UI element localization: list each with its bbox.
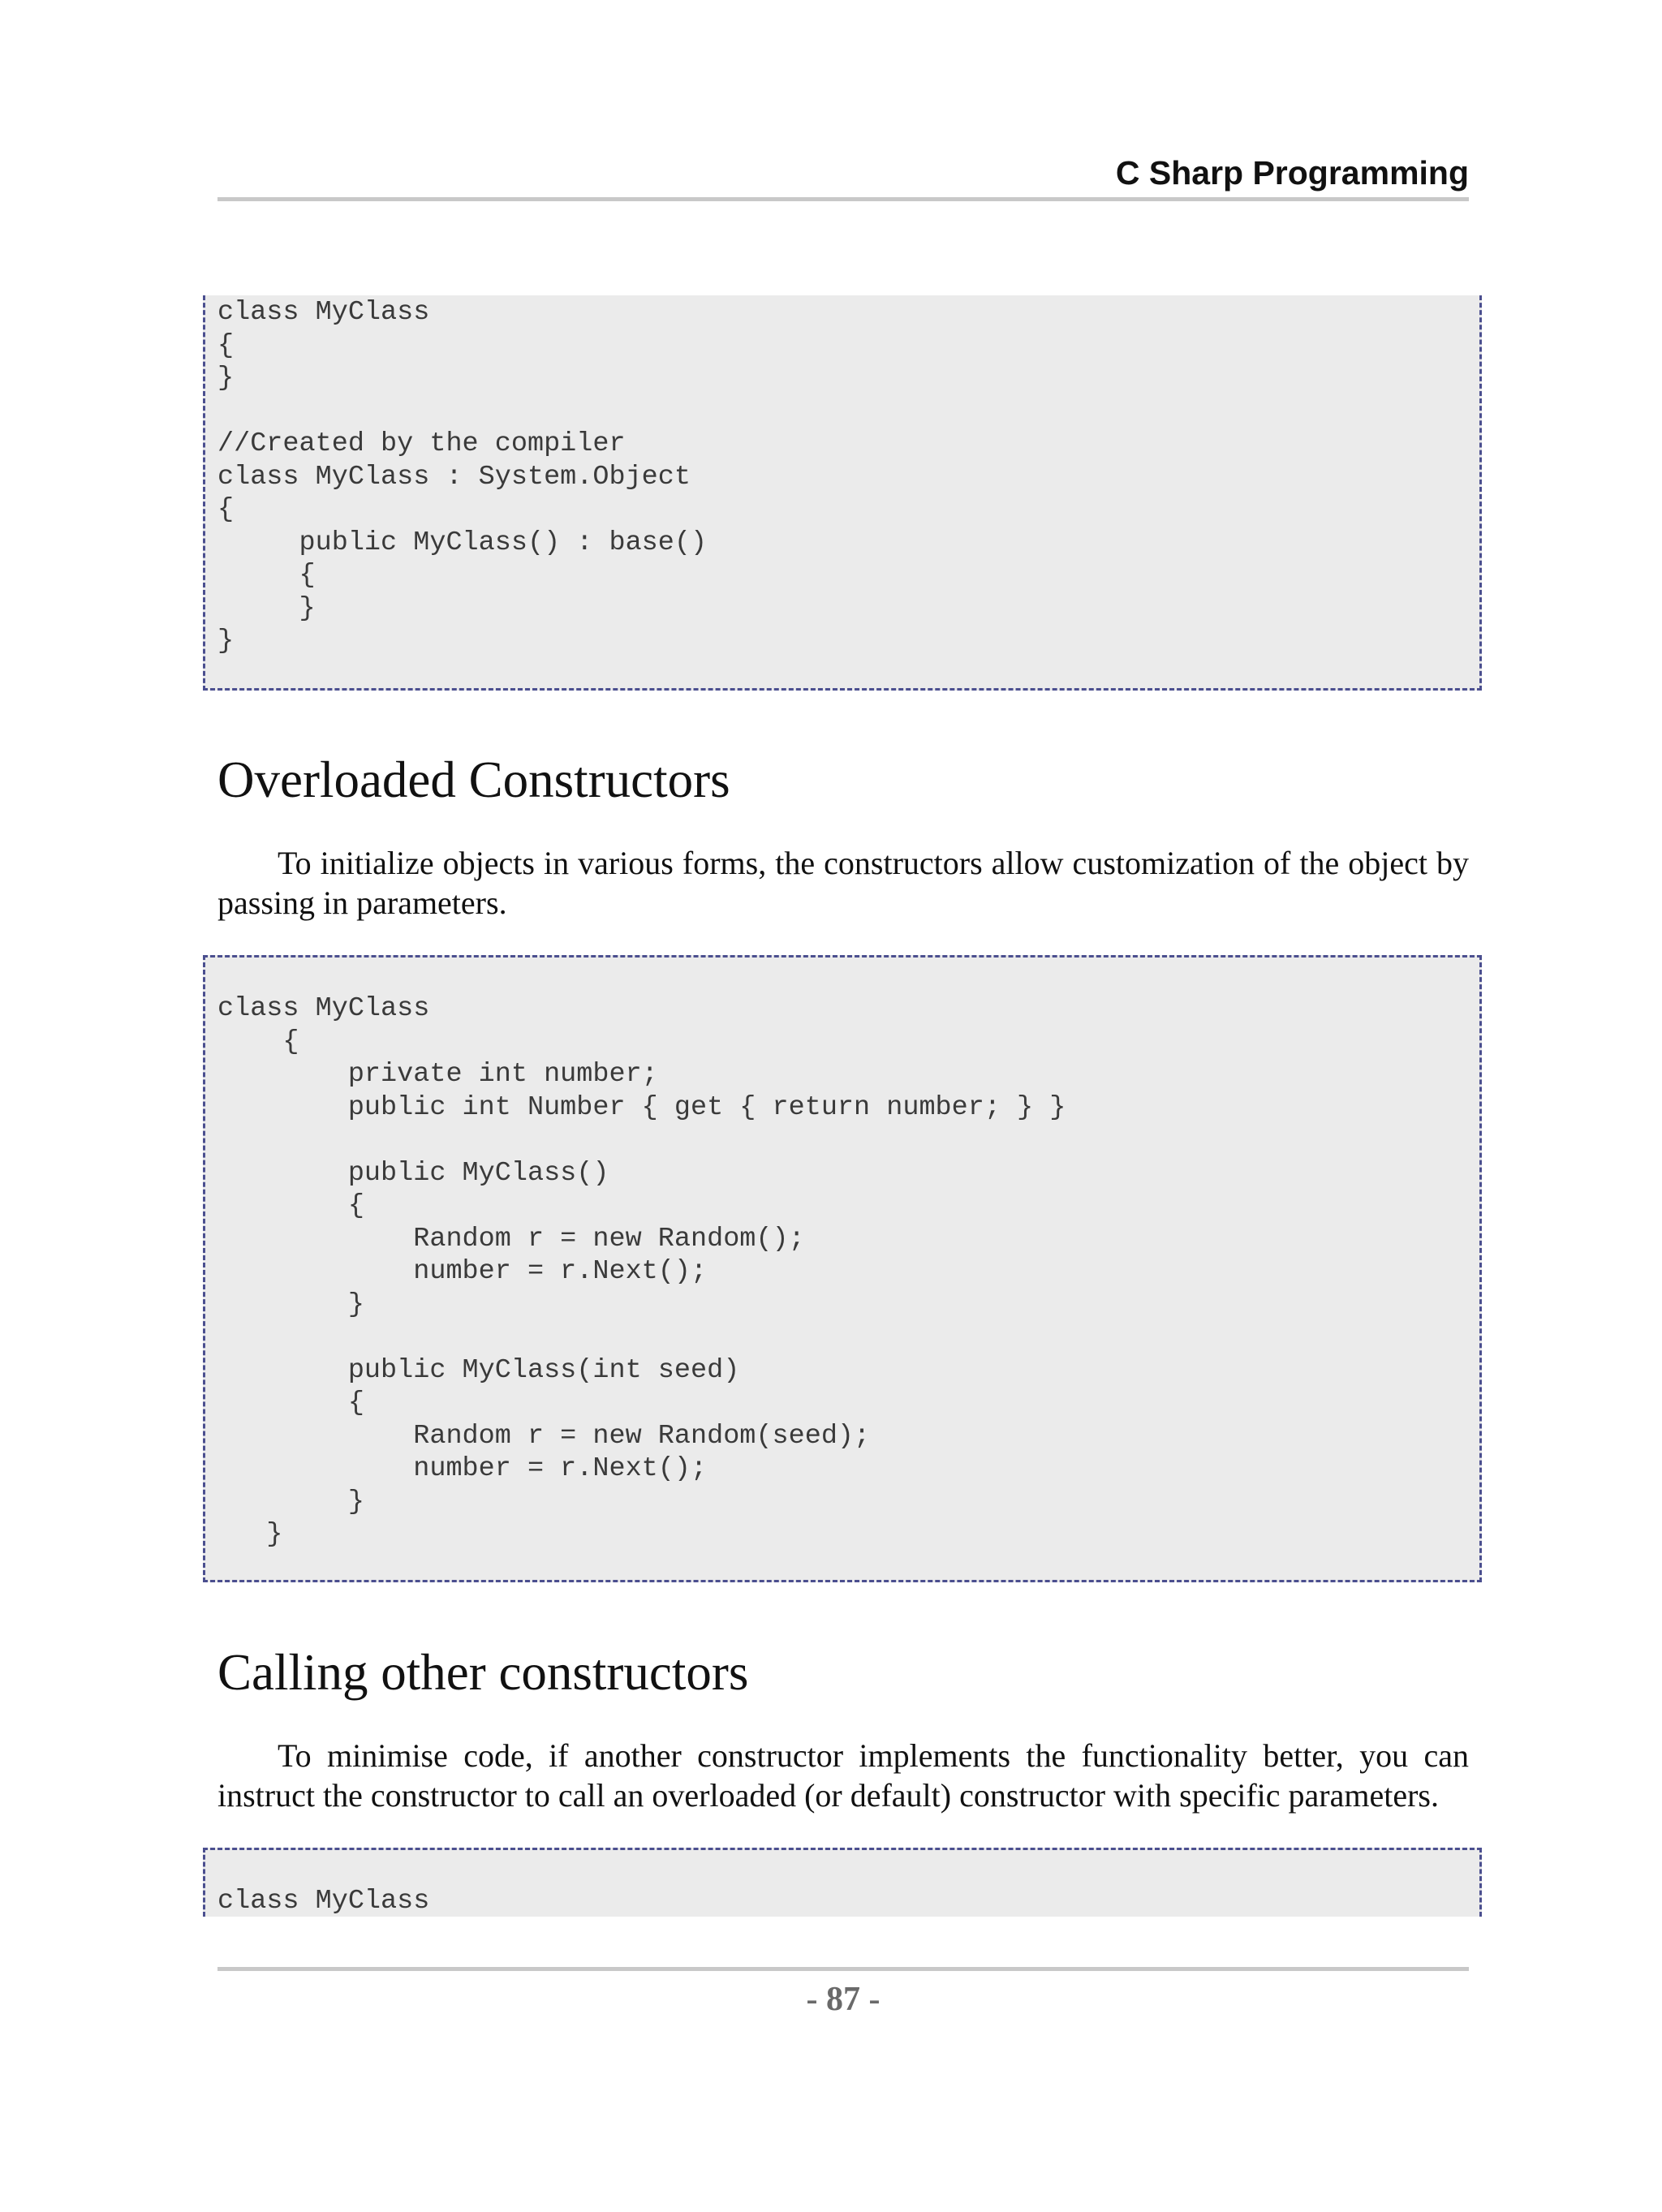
code-block-overloaded-constructors — [203, 955, 1482, 1582]
section-heading-calling-other-constructors: Calling other constructors — [217, 1644, 749, 1701]
code-block-default-constructor — [203, 295, 1482, 691]
page-number: - 87 - — [806, 1981, 881, 2018]
paragraph-calling-other-constructors: To minimise code, if another constructor implements the functionality better, you can instruct the constructor to call an overloaded (or default) constructor with specific parameters. — [217, 1737, 1469, 1814]
section-heading-overloaded-constructors: Overloaded Constructors — [217, 751, 730, 808]
code-block-calling-constructors — [203, 1848, 1482, 1917]
code-text: class MyClass { } //Created by the compiler class MyClass : System.Object { public MyClass() : base() { } } — [217, 297, 708, 656]
code-text: class MyClass { private int number; public int Number { get { return number; } } public MyClass() { Random r = new Random(); number = r.Next(); } public MyClass(int seed) { Random r = new Random(seed); number = r.Next(); } } — [217, 993, 1066, 1550]
footer-divider — [217, 1967, 1469, 1971]
paragraph-overloaded-constructors: To initialize objects in various forms, the constructors allow customization of the object by passing in parameters. — [217, 845, 1469, 921]
book-title: C Sharp Programming — [1115, 154, 1469, 192]
running-header — [217, 148, 1469, 201]
code-text: class MyClass — [217, 1886, 430, 1917]
